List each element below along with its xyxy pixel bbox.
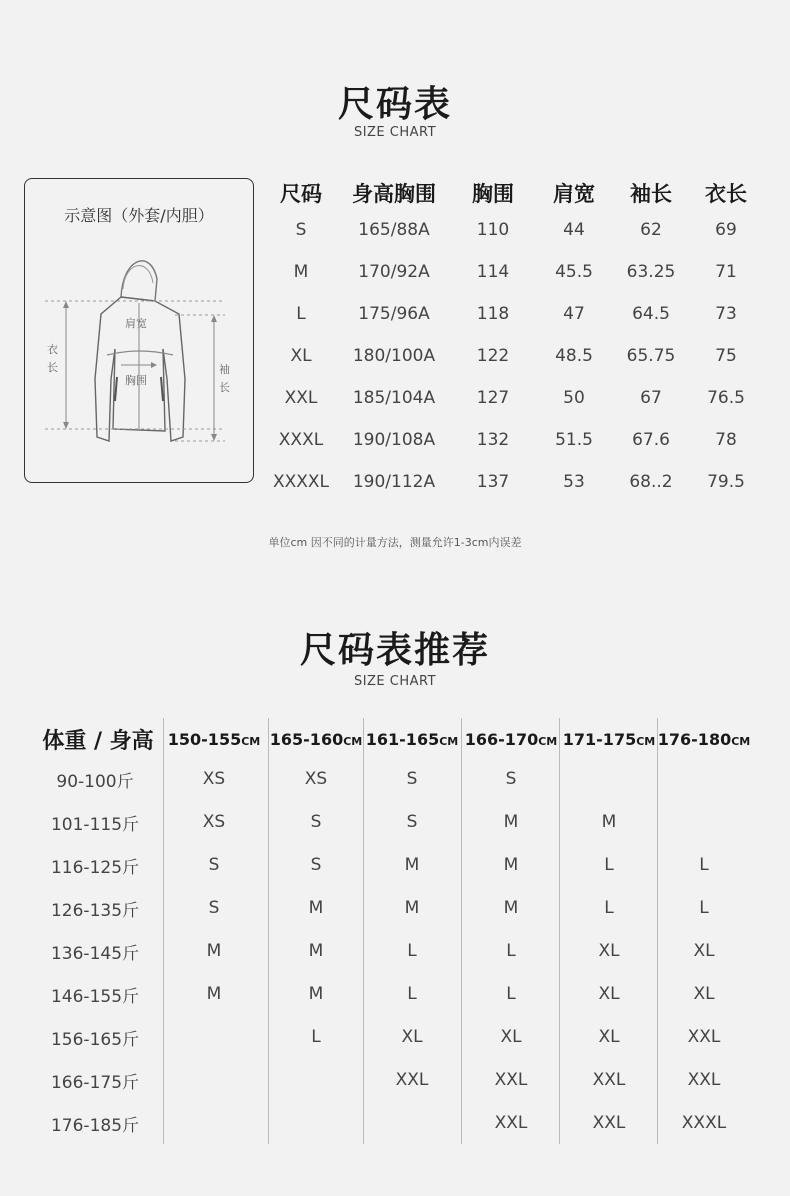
spec-table-cell: 71 — [715, 262, 737, 282]
recommended-size-cell: XS — [202, 812, 226, 832]
size-chart-subtitle: SIZE CHART — [353, 125, 437, 140]
recommended-size-cell: M — [206, 941, 222, 961]
spec-table-cell: M — [293, 262, 309, 282]
weight-range-label: 156-165斤 — [50, 1030, 140, 1050]
column-divider — [268, 718, 269, 1144]
spec-table-cell: 132 — [476, 430, 510, 450]
recommended-size-cell: L — [407, 984, 417, 1004]
spec-table-cell: 73 — [715, 304, 737, 324]
recommended-size-cell: M — [404, 855, 420, 875]
height-range-header — [166, 730, 262, 749]
sleeve-label-2: 长 — [219, 381, 230, 394]
spec-table-cell: XXXL — [278, 430, 324, 450]
recommended-size-cell: XL — [693, 984, 715, 1004]
weight-height-corner-label: 体重 / 身高 — [42, 729, 154, 754]
spec-table-cell: 62 — [640, 220, 662, 240]
recommended-size-cell: XL — [693, 941, 715, 961]
recommended-size-cell: XXL — [494, 1070, 528, 1090]
recommended-size-cell: XL — [401, 1027, 423, 1047]
height-range-unit: CM — [343, 735, 363, 748]
spec-table-cell: 53 — [563, 472, 585, 492]
recommended-size-cell: S — [310, 812, 322, 832]
recommended-size-cell: M — [206, 984, 222, 1004]
spec-table-cell: 78 — [715, 430, 737, 450]
spec-table-cell: 50 — [563, 388, 585, 408]
garment-diagram-panel — [24, 178, 254, 483]
recommended-size-cell: M — [308, 941, 324, 961]
height-range-value: 166-170 — [464, 730, 539, 749]
spec-table-cell: 69 — [715, 220, 737, 240]
height-range-unit: CM — [439, 735, 459, 748]
height-range-value: 176-180 — [657, 730, 732, 749]
chest-label: 胸围 — [125, 374, 147, 387]
recommended-size-cell: XXL — [395, 1070, 429, 1090]
weight-range-label: 101-115斤 — [50, 815, 140, 835]
height-range-unit: CM — [241, 735, 261, 748]
recommended-size-cell: M — [503, 898, 519, 918]
height-range-header — [561, 730, 657, 749]
recommended-size-cell: L — [311, 1027, 321, 1047]
spec-table-cell: 122 — [476, 346, 510, 366]
spec-table-cell: 76.5 — [707, 388, 745, 408]
weight-range-label: 136-145斤 — [50, 944, 140, 964]
spec-table-cell: 79.5 — [707, 472, 745, 492]
recommended-size-cell: XXL — [592, 1113, 626, 1133]
spec-table-cell: 75 — [715, 346, 737, 366]
diagram-title: 示意图（外套/内胆） — [64, 206, 214, 225]
recommended-size-cell: L — [506, 984, 516, 1004]
recommended-size-cell: S — [505, 769, 517, 789]
spec-table-cell: 190/108A — [352, 430, 436, 450]
spec-table-cell: XXXXL — [272, 472, 330, 492]
spec-table-cell: XL — [290, 346, 312, 366]
weight-range-label: 116-125斤 — [50, 858, 140, 878]
height-range-header — [463, 730, 559, 749]
recommended-size-cell: XXL — [494, 1113, 528, 1133]
recommended-size-cell: XS — [304, 769, 328, 789]
spec-table-cell: 185/104A — [352, 388, 436, 408]
recommended-size-cell: XL — [598, 941, 620, 961]
column-divider — [559, 718, 560, 1144]
spec-table-cell: 48.5 — [555, 346, 593, 366]
recommended-size-cell: M — [308, 984, 324, 1004]
recommended-size-cell: L — [699, 898, 709, 918]
size-chart-title: 尺码表 — [337, 84, 452, 125]
recommended-size-cell: XL — [598, 984, 620, 1004]
measurement-note: 单位cm 因不同的计量方法，测量允许1-3cm内误差 — [268, 536, 522, 549]
spec-table-cell: 137 — [476, 472, 510, 492]
recommended-size-cell: S — [208, 898, 220, 918]
spec-table-cell: 190/112A — [352, 472, 436, 492]
recommended-size-cell: XL — [500, 1027, 522, 1047]
spec-table-cell: XXL — [284, 388, 318, 408]
height-range-unit: CM — [731, 735, 751, 748]
recommended-size-cell: XXL — [592, 1070, 626, 1090]
recommended-size-cell: S — [406, 812, 418, 832]
spec-table-cell: 110 — [476, 220, 510, 240]
weight-range-label: 90-100斤 — [56, 772, 134, 792]
spec-header-cell: 尺码 — [280, 182, 322, 206]
recommended-size-cell: L — [407, 941, 417, 961]
spec-table-cell: 67.6 — [632, 430, 670, 450]
height-range-unit: CM — [636, 735, 656, 748]
spec-table-cell: 63.25 — [626, 262, 676, 282]
recommended-size-cell: M — [601, 812, 617, 832]
spec-header-cell: 胸围 — [472, 182, 514, 206]
spec-table-cell: 47 — [563, 304, 585, 324]
height-range-value: 150-155 — [167, 730, 242, 749]
spec-table-cell: 65.75 — [626, 346, 676, 366]
weight-range-label: 126-135斤 — [50, 901, 140, 921]
spec-table-cell: S — [295, 220, 307, 240]
spec-table-cell: 180/100A — [352, 346, 436, 366]
recommended-size-cell: S — [406, 769, 418, 789]
spec-header-cell: 袖长 — [630, 182, 672, 206]
spec-table-cell: L — [296, 304, 306, 324]
spec-table-cell: 51.5 — [555, 430, 593, 450]
recommended-size-cell: L — [604, 855, 614, 875]
height-range-header — [656, 730, 752, 749]
height-range-unit: CM — [538, 735, 558, 748]
column-divider — [461, 718, 462, 1144]
recommended-size-cell: XXL — [687, 1070, 721, 1090]
recommendation-title: 尺码表推荐 — [299, 630, 490, 671]
height-range-header — [364, 730, 460, 749]
sleeve-label-1: 袖 — [219, 363, 230, 376]
recommended-size-cell: M — [503, 855, 519, 875]
weight-range-label: 176-185斤 — [50, 1116, 140, 1136]
height-range-value: 161-165 — [365, 730, 440, 749]
recommended-size-cell: S — [208, 855, 220, 875]
recommended-size-cell: XXXL — [681, 1113, 727, 1133]
spec-table-cell: 68..2 — [629, 472, 673, 492]
column-divider — [363, 718, 364, 1144]
spec-table-cell: 44 — [563, 220, 585, 240]
spec-table-cell: 114 — [476, 262, 510, 282]
height-range-header — [268, 730, 364, 749]
weight-range-label: 166-175斤 — [50, 1073, 140, 1093]
spec-table-cell: 175/96A — [358, 304, 430, 324]
shoulder-label: 肩宽 — [125, 317, 147, 330]
spec-header-cell: 肩宽 — [553, 182, 595, 206]
length-label-1: 衣 — [47, 343, 58, 356]
recommended-size-cell: L — [506, 941, 516, 961]
height-range-value: 165-160 — [269, 730, 344, 749]
recommended-size-cell: M — [404, 898, 420, 918]
recommended-size-cell: XL — [598, 1027, 620, 1047]
spec-table-cell: 170/92A — [358, 262, 430, 282]
recommended-size-cell: XS — [202, 769, 226, 789]
recommended-size-cell: M — [503, 812, 519, 832]
spec-table-cell: 118 — [476, 304, 510, 324]
spec-header-cell: 身高胸围 — [352, 182, 436, 206]
weight-range-label: 146-155斤 — [50, 987, 140, 1007]
recommended-size-cell: L — [699, 855, 709, 875]
recommended-size-cell: XXL — [687, 1027, 721, 1047]
spec-table-cell: 67 — [640, 388, 662, 408]
recommendation-subtitle: SIZE CHART — [353, 674, 437, 689]
height-range-value: 171-175 — [562, 730, 637, 749]
spec-table-cell: 64.5 — [632, 304, 670, 324]
spec-table-cell: 45.5 — [555, 262, 593, 282]
recommended-size-cell: M — [308, 898, 324, 918]
recommended-size-cell: S — [310, 855, 322, 875]
column-divider — [657, 718, 658, 1144]
spec-table-cell: 127 — [476, 388, 510, 408]
jacket-illustration — [25, 179, 255, 484]
spec-header-cell: 衣长 — [705, 182, 747, 206]
recommended-size-cell: L — [604, 898, 614, 918]
length-label-2: 长 — [47, 361, 58, 374]
spec-table-cell: 165/88A — [358, 220, 430, 240]
column-divider — [163, 718, 164, 1144]
